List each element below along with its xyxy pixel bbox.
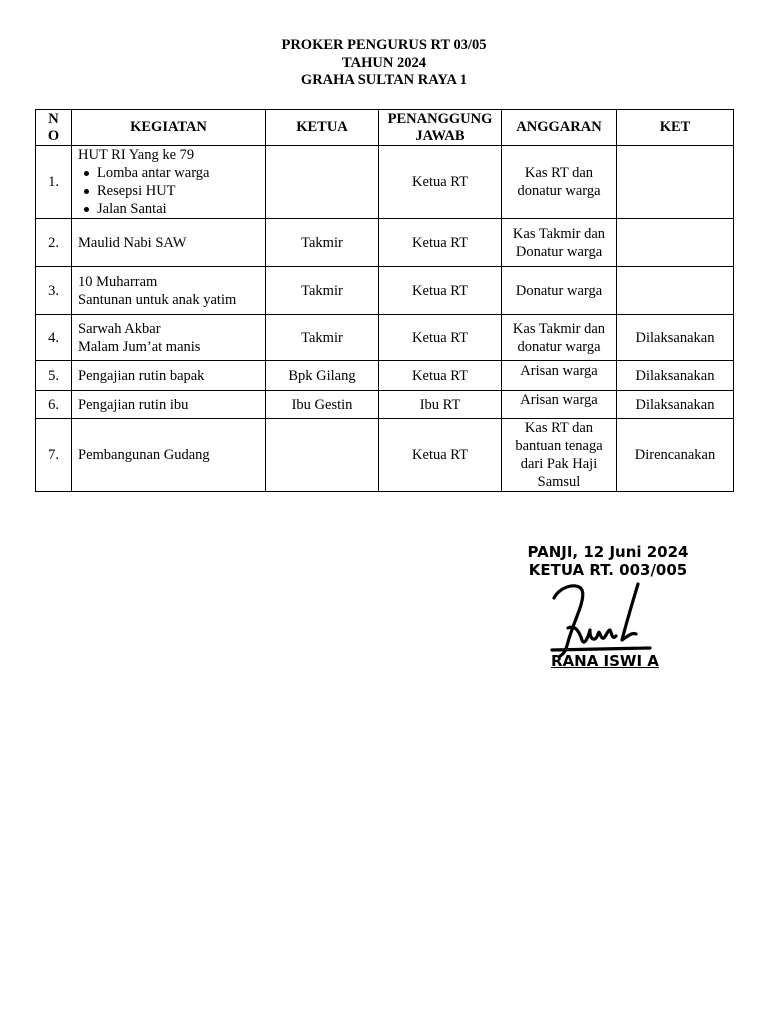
row-ket: [617, 267, 734, 315]
row-kegiatan: Maulid Nabi SAW: [72, 219, 266, 267]
row-ketua: [266, 419, 379, 492]
header-no: N O: [36, 110, 72, 146]
list-item: Jalan Santai: [97, 200, 259, 218]
row-no: 5.: [36, 361, 72, 391]
row-ket: Dilaksanakan: [617, 315, 734, 361]
row-no: 4.: [36, 315, 72, 361]
row-anggaran: Arisan warga: [502, 391, 617, 419]
signature-block: [500, 543, 716, 579]
header-penanggung-jawab: PENANGGUNG JAWAB: [379, 110, 502, 146]
table-row: [36, 391, 734, 419]
row-anggaran: Donatur warga: [502, 267, 617, 315]
table-row: [36, 315, 734, 361]
row-penanggung-jawab: Ketua RT: [379, 315, 502, 361]
row-kegiatan: HUT RI Yang ke 79 Lomba antar warga Resepsi HUT Jalan Santai: [72, 146, 266, 219]
table-row: [36, 267, 734, 315]
header-ketua: KETUA: [266, 110, 379, 146]
sub-activity-list: [78, 164, 259, 218]
row-anggaran: Kas RT dan donatur warga: [502, 146, 617, 219]
row-penanggung-jawab: Ketua RT: [379, 267, 502, 315]
title-line-2: TAHUN 2024: [342, 54, 426, 71]
signer-name: RANA ISWI A: [551, 652, 659, 670]
row-ket: Dilaksanakan: [617, 361, 734, 391]
table-row: [36, 219, 734, 267]
table-row: [36, 361, 734, 391]
row-ket: Direncanakan: [617, 419, 734, 492]
row-no: 2.: [36, 219, 72, 267]
title-line-3: GRAHA SULTAN RAYA 1: [300, 72, 468, 88]
row-kegiatan: Sarwah Akbar Malam Jum’at manis: [72, 315, 266, 361]
signer-position: KETUA RT. 003/005: [528, 561, 688, 579]
row-penanggung-jawab: Ketua RT: [379, 219, 502, 267]
row-kegiatan: 10 Muharram Santunan untuk anak yatim: [72, 267, 266, 315]
row-penanggung-jawab: Ketua RT: [379, 361, 502, 391]
row-ketua: Takmir: [266, 267, 379, 315]
header-kegiatan: KEGIATAN: [72, 110, 266, 146]
row-kegiatan: Pengajian rutin bapak: [72, 361, 266, 391]
row-anggaran: Kas RT dan bantuan tenaga dari Pak Haji Samsul: [502, 419, 617, 492]
row-no: 7.: [36, 419, 72, 492]
header-anggaran: ANGGARAN: [502, 110, 617, 146]
row-ket: [617, 146, 734, 219]
row-kegiatan: Pengajian rutin ibu: [72, 391, 266, 419]
row-ketua: Bpk Gilang: [266, 361, 379, 391]
row-ketua: Takmir: [266, 315, 379, 361]
header-ket: KET: [617, 110, 734, 146]
row-ket: [617, 219, 734, 267]
table-row: [36, 419, 734, 492]
list-item: Lomba antar warga: [97, 164, 259, 182]
row-ketua: Ibu Gestin: [266, 391, 379, 419]
list-item: Resepsi HUT: [97, 182, 259, 200]
row-penanggung-jawab: Ketua RT: [379, 419, 502, 492]
place-date: PANJI, 12 Juni 2024: [527, 543, 689, 561]
table-row: [36, 146, 734, 219]
row-no: 1.: [36, 146, 72, 219]
row-anggaran: Kas Takmir dan donatur warga: [502, 315, 617, 361]
row-ketua: Takmir: [266, 219, 379, 267]
row-ketua: [266, 146, 379, 219]
row-anggaran: Kas Takmir dan Donatur warga: [502, 219, 617, 267]
row-anggaran: Arisan warga: [502, 361, 617, 391]
table-header-row: [36, 110, 734, 146]
row-penanggung-jawab: Ibu RT: [379, 391, 502, 419]
row-penanggung-jawab: Ketua RT: [379, 146, 502, 219]
program-table: [35, 109, 734, 492]
row-no: 3.: [36, 267, 72, 315]
row-ket: Dilaksanakan: [617, 391, 734, 419]
row-no: 6.: [36, 391, 72, 419]
document-title: [0, 37, 768, 90]
title-line-1: PROKER PENGURUS RT 03/05: [281, 37, 487, 53]
row-kegiatan: Pembangunan Gudang: [72, 419, 266, 492]
